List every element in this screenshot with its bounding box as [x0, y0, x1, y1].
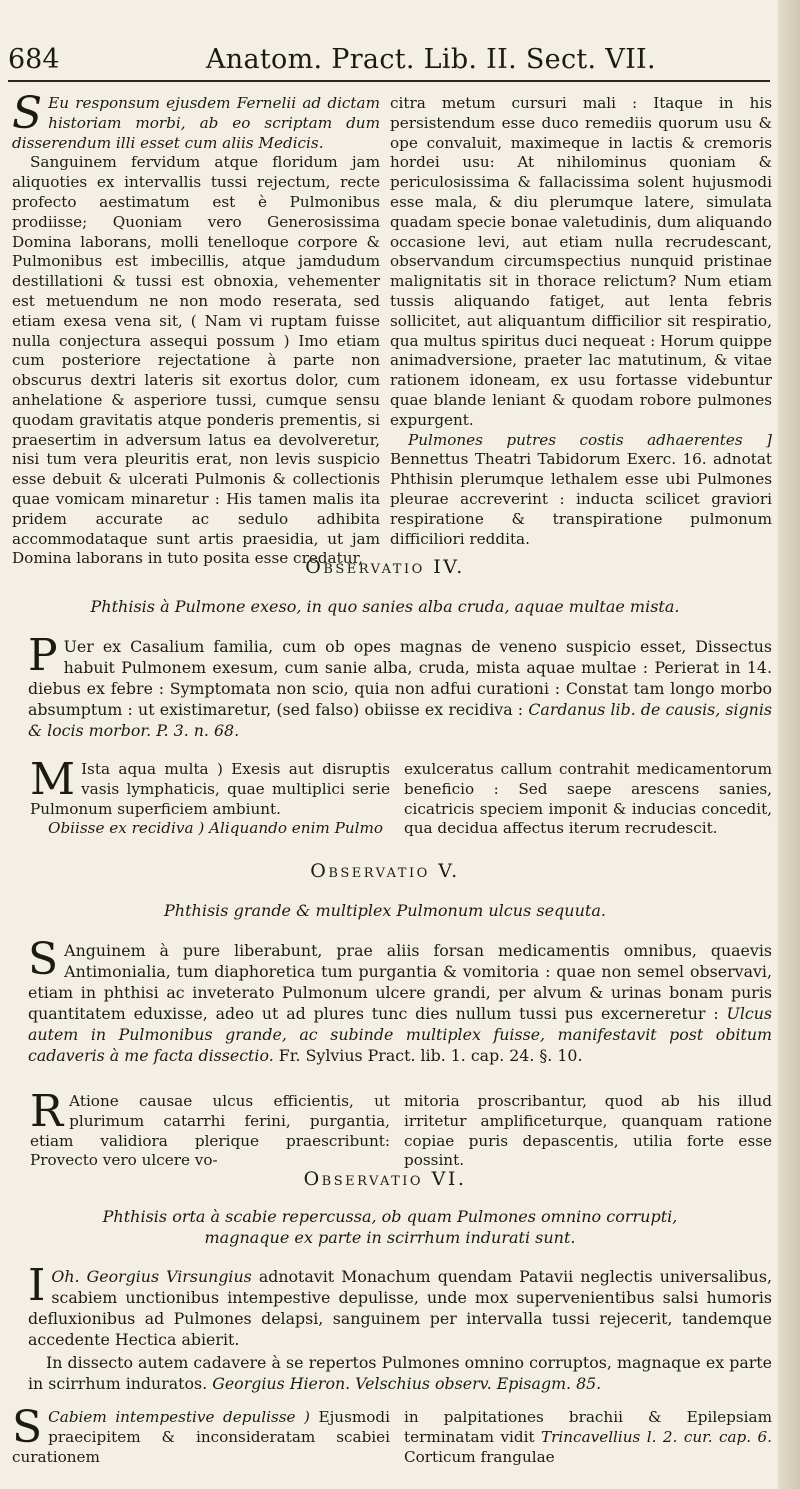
observatio-6-body2: In dissecto autem cadavere à se repertos Pulmones omnino corruptos, magnaque ex parte in scirrhum induratos.: [28, 1353, 772, 1393]
top-left-column: [12, 88, 380, 569]
note-body: Bennettus Theatri Tabidorum Exerc. 16. adnotat Phthisin plerumque lethalem esse ubi Pulmones pleurae accreverint : inducta scilicet graviori respiratione & transpiratione pulmonum difficiliori reddita.: [390, 450, 772, 548]
observatio-4-citation: Cardanus lib. de causis, signis & locis morbor. P. 3. n. 68.: [28, 700, 773, 740]
running-title: Anatom. Pract. Lib. II. Sect. VII.: [206, 44, 656, 75]
observatio-5-italic: Ulcus autem in Pulmonibus grande, ac subinde multiplex fuisse, manifestavit post obitum cadaveris à me facta dissectio.: [28, 1004, 772, 1065]
response-intro: S Eu responsum ejusdem Fernelii ad dictam historiam morbi, ab eo scriptam dum disserendum illi esset cum aliis Medicis.: [12, 88, 380, 152]
drop-cap: S: [28, 934, 59, 985]
observatio-5-scholium-right: mitoria proscribantur, quod ab his illud irritetur amplificeturque, quanquam ratione copiae puris depascentis, utilia forte esse possint.: [404, 1092, 772, 1170]
drop-cap: M: [30, 754, 76, 805]
observatio-6-body: adnotavit Monachum quendam Patavii neglectis universalibus, scabiem unctionibus intempestive depulisse, unde mox supervenientibus salsi humoris defluxionibus ad Pulmones delapsi, sanguinem per intervalla tussi rejecerit, tandemque accedente Hectica abierit.: [28, 1267, 772, 1349]
observatio-6-lead: Oh. Georgius Virsungius: [51, 1267, 252, 1286]
top-right-column: [390, 94, 772, 549]
observatio-4-scholium-right: exulceratus callum contrahit medicamentorum beneficio : Sed saepe arescens sanies, cicatricis speciem imponit & inducias concedit, qua decidua affectus iterum recrudescit.: [404, 760, 772, 838]
observatio-6-heading: Observatio VI.: [303, 1168, 467, 1190]
observatio-4-subtitle: Phthisis à Pulmone exeso, in quo sanies alba cruda, aquae multae mista.: [90, 597, 680, 616]
page-header: [8, 44, 768, 84]
drop-cap: I: [28, 1260, 46, 1311]
observatio-4-scholium-left: M Ista aqua multa ) Exesis aut disruptis vasis lymphaticis, quae multiplici serie Pulmonum superficiem ambiunt. Obiisse ex recidiva ) Aliquando enim Pulmo: [30, 754, 390, 838]
drop-cap: S: [12, 1402, 43, 1453]
observatio-4-heading: Observatio IV.: [305, 556, 465, 578]
page-number: 684: [8, 44, 60, 75]
response-continuation: citra metum cursuri mali : Itaque in his persistendum esse duco remediis quorum usu & ope convaluit, maximeque in lactis & cremoris hordei usu: At nihilominus quoniam & periculosissima & fallacissima solent hujusmodi esse mala, & diu plerumque latere, simulata quadam specie bonae valetudinis, dum aliquando occasione levi, aut etiam nulla recrudescant, observandum circumspectius nunquid pristinae malignitatis sit in thorace relictum? Num etiam tussis aliquando fatiget, aut lenta febris sollicitet, aut aliquantum difficilior sit respiratio, qua multus spiritus duci nequeat : Horum quippe animadversione, praeter lac matutinum, & vitae rationem idoneam, ex usu fortasse videbuntur quae blande leniant & quodam robore pulmones expurgent.: [390, 94, 772, 429]
note-lemma: Pulmones putres costis adhaerentes ]: [408, 430, 772, 449]
book-gutter: [778, 0, 800, 1489]
observatio-6-scholium-right: in palpitationes brachii & Epilepsiam terminatam vidit Trincavellius l. 2. cur. cap. 6. Corticum frangulae: [404, 1408, 773, 1466]
observatio-6-scholium-left: S Cabiem intempestive depulisse ) Ejusmodi praecipitem & inconsideratam scabiei curationem: [12, 1402, 390, 1466]
drop-cap: R: [30, 1086, 64, 1137]
observatio-4-body: Uer ex Casalium familia, cum ob opes magnas de veneno suspicio esset, Dissectus habuit Pulmonem exesum, cum sanie alba, cruda, mista aquae multae : Perierat in 14. diebus ex febre : Symptomata non scio, quia non adfui curationi : Constat tam longo morbo absumptum : ut existimaretur, (sed falso) obiisse ex recidiva :: [28, 637, 772, 719]
drop-cap: S: [12, 88, 43, 139]
observatio-6-citation: Georgius Hieron. Velschius observ. Episagm. 85.: [212, 1374, 602, 1393]
drop-cap: P: [28, 630, 58, 681]
observatio-6-subtitle: Phthisis orta à scabie repercussa, ob quam Pulmones omnino corrupti, magnaque ex parte in scirrhum indurati sunt.: [102, 1207, 678, 1247]
header-rule: [8, 80, 770, 82]
observatio-5-citation: Fr. Sylvius Pract. lib. 1. cap. 24. §. 10.: [278, 1046, 583, 1065]
observatio-5-body: Anguinem à pure liberabunt, prae aliis forsan medicamentis omnibus, quaevis Antimonialia, tum diaphoretica tum purgantia & vomitoria : quae non semel observavi, etiam in phthisi ac inveterato Pulmonum ulcere grandi, per alvum & urinas bonam puris quantitatem eduxisse, adeo ut ad plures tunc dies nullum tussi pus excerneretur :: [28, 941, 772, 1023]
observatio-6-text: [28, 1260, 772, 1394]
observatio-5-text: [28, 934, 772, 1066]
observatio-4-text: [28, 630, 773, 741]
observatio-5-scholium-left: R Atione causae ulcus efficientis, ut plurimum catarrhi ferini, purgantia, etiam validiora plerique praescribunt: Provecto vero ulcere vo-: [30, 1086, 390, 1170]
observatio-5-subtitle: Phthisis grande & multiplex Pulmonum ulcus sequuta.: [164, 901, 606, 920]
observatio-5-heading: Observatio V.: [310, 860, 460, 882]
scholium-note: [390, 431, 772, 550]
response-body: Sanguinem fervidum atque floridum jam aliquoties ex intervallis tussi rejectum, recte profecto aestimatum est è Pulmonibus prodiisse; Quoniam vero Generosissima Domina laborans, molli tenelloque corpore & Pulmonibus est imbecillis, atque jamdudum destillationi & tussi est obnoxia, vehementer est metuendum ne non modo reserata, sed etiam exesa vena sit, ( Nam vi ruptam fuisse nulla conjectura assequi possum ) Imo etiam cum posteriore rejectatione à parte non obscurus dextri lateris sit exortus dolor, cum anhelatione & asperiore tussi, cumque sensu quodam gravitatis atque ponderis prementis, si praesertim in adversum latus ea devolveretur, nisi tum vera pleuritis erat, non levis suspicio esse debuit & ulcerati Pulmonis & collectionis quae vomicam minaretur : His tamen malis ita pridem accurate ac sedulo adhibita accommodataque sunt artis praesidia, ut jam Domina laborans in tuto posita esse credatur,: [12, 153, 380, 568]
